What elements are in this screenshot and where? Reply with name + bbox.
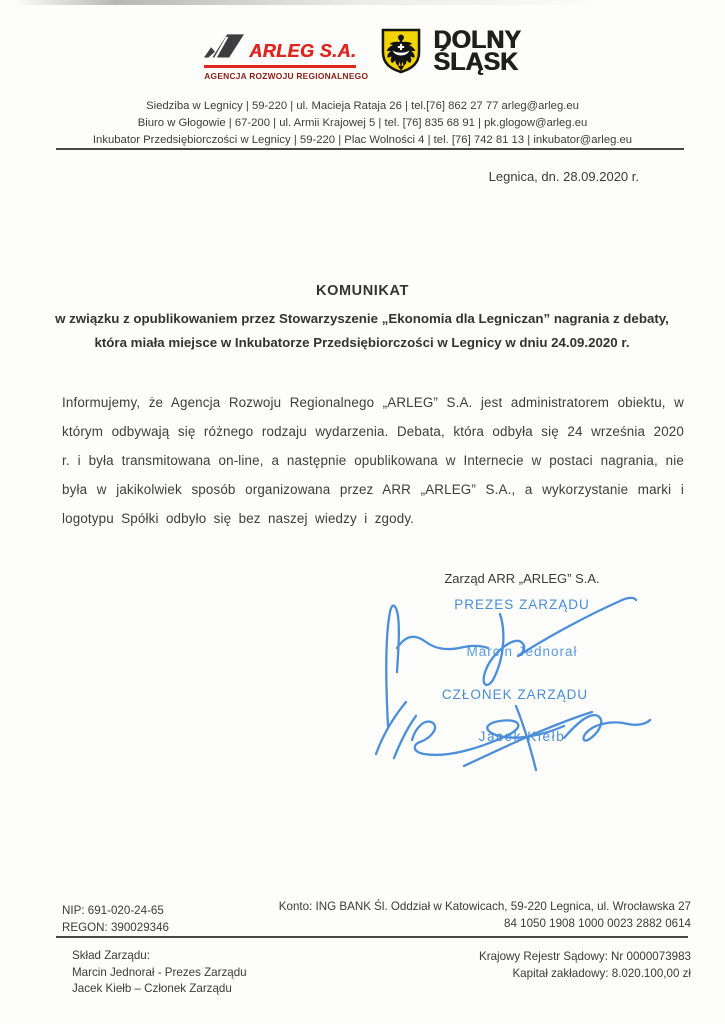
contact-line-legnica: Siedziba w Legnicy | 59-220 | ul. Macieja Rataja 26 | tel.[76] 862 27 77 arleg@arleg.eu [146, 100, 579, 112]
silesian-eagle-crest-icon [380, 27, 422, 75]
board-member-2: Jacek Kiełb – Członek Zarządu [72, 982, 232, 995]
body-paragraph: Informujemy, że Agencja Rozwoju Regionalnego „ARLEG” S.A. jest administratorem obiektu, w którym odbywają się różnego rodzaju wydarzenia. Debata, która odbyła się 24 września 2020 r. i była transmitowana on-line, a następnie opublikowana w Internecie w postaci nagrania, nie była w jakikolwiek sposób organizowana przez ARR „ARLEG” S.A., a wykorzystanie marki i logotypu Spółki odbyło się bez naszej wiedzy i zgody. [62, 395, 684, 526]
board-heading: Skład Zarządu: [72, 949, 150, 962]
court-registry-block [479, 948, 691, 982]
arleg-logo-subtitle: AGENCJA ROZWOJU REGIONALNEGO [204, 71, 369, 81]
dolny-slask-logo [380, 27, 521, 75]
bank-account-block [279, 898, 691, 932]
capital-line: Kapitał zakładowy: 8.020.100,00 zł [512, 967, 691, 980]
arleg-logo-name: ARLEG S.A. [249, 41, 357, 61]
contact-line-glogow: Biuro w Głogowie | 67-200 | ul. Armii Krajowej 5 | tel. [76] 835 68 91 | pk.glogow@arleg.eu [137, 117, 588, 129]
arleg-logo-underline [204, 65, 356, 68]
arleg-logo [204, 24, 369, 81]
krs-line: Krajowy Rejestr Sądowy: Nr 0000073983 [478, 950, 691, 963]
account-number-line: 84 1050 1908 1000 0023 2882 0614 [504, 917, 691, 930]
contact-line-inkubator: Inkubator Przedsiębiorczości w Legnicy | 59-220 | Plac Wolności 4 | tel. [76] 742 81 13 | inkubator@arleg.eu [92, 134, 633, 146]
date-line: Legnica, dn. 28.09.2020 r. [488, 169, 639, 184]
arleg-triangle-icon [204, 24, 244, 64]
bank-line: Konto: ING BANK Śl. Oddział w Katowicach, 59-220 Legnica, ul. Wrocławska 27 [278, 900, 691, 913]
footer-divider [56, 936, 688, 938]
document-subtitle: w związku z opublikowaniem przez Stowarzyszenie „Ekonomia dla Legniczan” nagrania z debaty, która miała miejsce w Inkubatorze Przedsiębiorczości w Legnicy w dniu 24.09.2020 r. [55, 311, 669, 350]
president-name: Marcin Jednorał [466, 644, 578, 659]
letterhead-divider [56, 148, 684, 150]
signature-heading: Zarząd ARR „ARLEG” S.A. [444, 571, 600, 586]
registry-ids-block [62, 902, 169, 936]
scan-artifact-top-edge [0, 0, 725, 5]
member-title: CZŁONEK ZARZĄDU [441, 687, 589, 702]
board-member-1: Marcin Jednorał - Prezes Zarządu [72, 965, 247, 979]
member-name: Jacek Kiełb [478, 729, 566, 744]
regon-line: REGON: 390029346 [62, 921, 169, 934]
document-title: KOMUNIKAT [316, 283, 409, 299]
president-title: PREZES ZARZĄDU [454, 597, 590, 612]
dolny-slask-wordmark: DOLNY ŚLĄSK [433, 25, 521, 76]
nip-line: NIP: 691-020-24-65 [62, 904, 164, 917]
contact-info [0, 98, 725, 149]
board-block [72, 948, 247, 998]
letterhead [0, 24, 725, 81]
